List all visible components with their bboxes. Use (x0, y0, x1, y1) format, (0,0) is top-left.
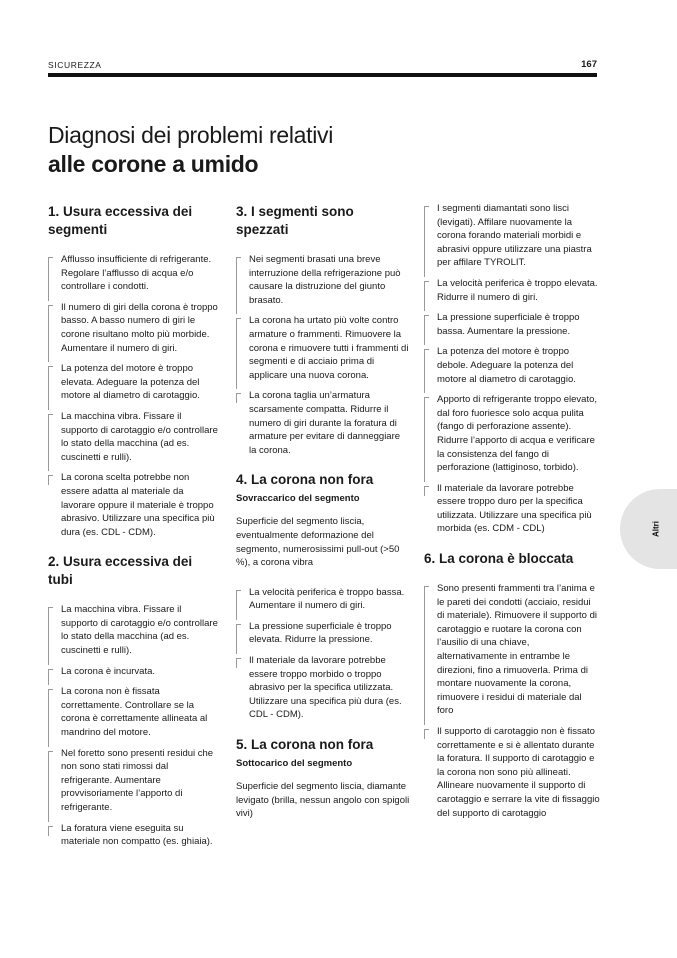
section-2-heading: 2. Usura eccessiva dei tubi (48, 554, 193, 588)
list-item: La macchina vibra. Fissare il supporto di carotaggio e/o controllare lo stato della macchina (ad es. cuscinetti e rulli). (48, 410, 220, 464)
list-item: Nel foretto sono presenti residui che non sono stati rimossi dal refrigerante. Aumentare provvisoriamente l’apporto di refrigerante. (48, 747, 220, 815)
section-6-list (424, 582, 600, 820)
section-2-list (48, 603, 220, 849)
list-item: La corona è incurvata. (48, 665, 220, 679)
section-5-description: Superficie del segmento liscia, diamante levigato (brilla, nessun angolo con spigoli vivi) (236, 781, 410, 820)
list-item: Il supporto di carotaggio non è fissato correttamente e si è allentato durante la foratura. Il supporto di carotaggio e la corona non sono più allineati. Allineare nuovamente il supporto di carotaggio e serrare la vite di fissaggio del supporto di carotaggio (424, 725, 600, 820)
header-rule (48, 73, 597, 77)
section-1-heading: 1. Usura eccessiva dei segmenti (48, 204, 193, 237)
list-item: I segmenti diamantati sono lisci (levigati). Affilare nuovamente la corona forando materiali morbidi e abrasivi oppure utilizzare una piastra per affilare TYROLIT. (424, 202, 600, 270)
list-item: La corona taglia un’armatura scarsamente compatta. Ridurre il numero di giri durante la foratura di armature per evitare di danneggiare la corona. (236, 389, 410, 457)
list-item: Il materiale da lavorare potrebbe essere troppo duro per la specifica utilizzata. Utilizzare una specifica più morbida (es. CDM - CDL) (424, 482, 600, 536)
list-item: La corona scelta potrebbe non essere adatta al materiale da lavorare oppure il materiale è troppo abrasivo. Utilizzare una specifica più dura (es. CDL - CDM). (48, 471, 220, 539)
section-3-list (236, 253, 410, 457)
section-4-list (236, 586, 410, 722)
list-item: La pressione superficiale è troppo elevata. Ridurre la pressione. (236, 620, 410, 647)
list-item: Nei segmenti brasati una breve interruzione della refrigerazione può causare la distruzione del giunto brasato. (236, 253, 410, 307)
list-item: Afflusso insufficiente di refrigerante. Regolare l’afflusso di acqua e/o controllare i condotti. (48, 253, 220, 294)
section-3-heading: 3. I segmenti sono spezzati (236, 204, 354, 237)
section-1-list (48, 253, 220, 539)
section-6-heading: 6. La corona è bloccata (424, 551, 574, 567)
list-item: La velocità periferica è troppo elevata. Ridurre il numero di giri. (424, 277, 600, 304)
list-item: La foratura viene eseguita su materiale non compatto (es. ghiaia). (48, 822, 220, 849)
list-item: La potenza del motore è troppo debole. Adeguare la potenza del motore al diametro di carotaggio. (424, 345, 600, 386)
side-tab-label: Altri (651, 521, 661, 537)
list-item: Apporto di refrigerante troppo elevato, dal foro fuoriesce solo acqua pulita (fango di perforazione assente). Ridurre l’apporto di acqua e verificare la consistenza del fango di perforazione (lattiginoso, torbido). (424, 393, 600, 475)
list-item: Il numero di giri della corona è troppo basso. A basso numero di giri le corone risultano molto più morbide. Aumentare il numero di giri. (48, 301, 220, 355)
section-5-subheading: Sottocarico del segmento (236, 758, 353, 770)
list-item: Sono presenti frammenti tra l’anima e le pareti dei condotti (acciaio, residui di materiale). Rimuovere il supporto di carotaggio e ruotare la corona con l’ausilio di una chiave, alternativamente in entrambe le direzioni, fino a rimuoverla. Prima di montare nuovamente la corona, rimuovere i residui di materiale dal foro (424, 582, 600, 718)
list-item: La pressione superficiale è troppo bassa. Aumentare la pressione. (424, 311, 600, 338)
column-1 (48, 203, 220, 863)
side-tab[interactable] (620, 489, 677, 569)
section-5-heading: 5. La corona non fora (236, 737, 374, 753)
section-5-list (424, 202, 600, 536)
list-item: La velocità periferica è troppo bassa. Aumentare il numero di giri. (236, 586, 410, 613)
header-section-label: SICUREZZA (48, 60, 102, 70)
column-3 (424, 202, 600, 834)
page-title-line1: Diagnosi dei problemi relativi (48, 122, 334, 148)
list-item: La corona ha urtato più volte contro armature o frammenti. Rimuovere la corona e rimuovere tutti i frammenti di segmenti e di acciaio prima di applicare una nuova corona. (236, 314, 410, 382)
list-item: La potenza del motore è troppo elevata. Adeguare la potenza del motore al diametro di carotaggio. (48, 362, 220, 403)
page-number: 167 (581, 59, 597, 70)
page-title (48, 121, 568, 179)
section-4-description: Superficie del segmento liscia, eventualmente deformazione del segmento, numerosissimi pull-out (>50 %), a corona vibra (236, 516, 400, 569)
section-4-heading: 4. La corona non fora (236, 472, 374, 488)
list-item: La corona non è fissata correttamente. Controllare se la corona è correttamente allineata al mandrino del motore. (48, 685, 220, 739)
list-item: Il materiale da lavorare potrebbe essere troppo morbido o troppo abrasivo per la specifica utilizzata. Utilizzare una specifica più dura (es. CDL - CDM). (236, 654, 410, 722)
page-title-line2: alle corone a umido (48, 151, 259, 177)
column-2 (236, 203, 410, 837)
list-item: La macchina vibra. Fissare il supporto di carotaggio e/o controllare lo stato della macchina (ad es. cuscinetti e rulli). (48, 603, 220, 657)
section-4-subheading: Sovraccarico del segmento (236, 493, 360, 505)
